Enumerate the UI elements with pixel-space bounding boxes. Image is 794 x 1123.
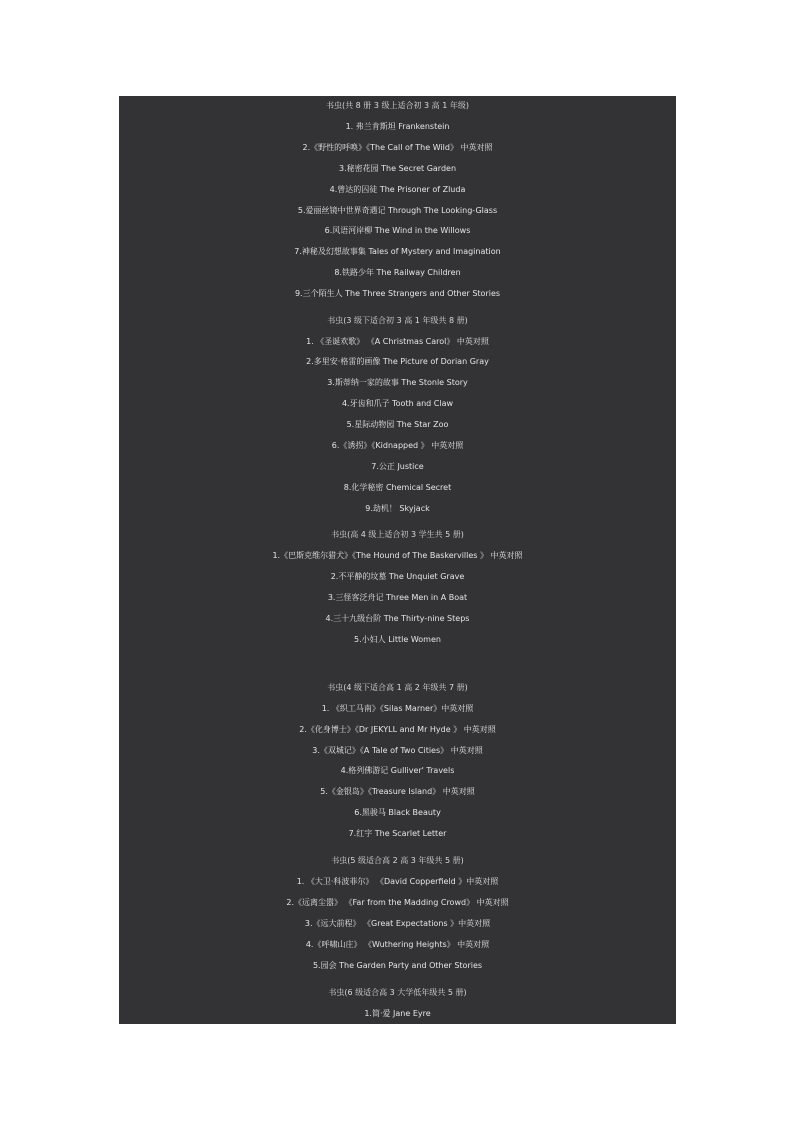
book-item: 2.《化身博士》《Dr JEKYLL and Mr Hyde 》 中英对照 [299, 725, 496, 734]
book-item: 2.多里安·格雷的画像 The Picture of Dorian Gray [306, 357, 489, 366]
book-item: 6.黑骏马 Black Beauty [354, 808, 441, 817]
book-item: 2.不平静的坟墓 The Unquiet Grave [330, 572, 465, 581]
section-heading: 书虫(4 级下适合高 1 高 2 年级共 7 册) [327, 683, 468, 692]
book-item: 8.化学秘密 Chemical Secret [343, 483, 452, 492]
book-item: 2.《远离尘嚣》 《Far from the Madding Crowd》 中英对照 [286, 898, 509, 907]
book-item: 4.《呼啸山庄》 《Wuthering Heights》 中英对照 [305, 940, 490, 949]
book-item: 2.《野性的呼唤》《The Call of The Wild》 中英对照 [302, 143, 493, 152]
book-item: 4.格列佛游记 Gulliver' Travels [340, 766, 455, 775]
book-item: 4.曾达的囚徒 The Prisoner of Zluda [329, 185, 466, 194]
book-item: 1. 《织工马南》《Silas Marner》中英对照 [321, 704, 474, 713]
book-item: 5.爱丽丝镜中世界奇遇记 Through The Looking-Glass [297, 206, 498, 215]
book-item: 9.劫机！ Skyjack [365, 504, 430, 513]
book-item: 1. 弗兰肯斯坦 Frankenstein [345, 122, 450, 131]
book-item: 4.牙齿和爪子 Tooth and Claw [341, 399, 454, 408]
book-item: 3.《双城记》《A Tale of Two Cities》 中英对照 [312, 746, 483, 755]
book-item: 9.三个陌生人 The Three Strangers and Other Stories [294, 289, 501, 298]
section-heading: 书虫(3 级下适合初 3 高 1 年级共 8 册) [327, 316, 468, 325]
book-item: 1. 《大卫·科波菲尔》 《David Copperfield 》中英对照 [296, 877, 499, 886]
book-item: 5.《金银岛》《Treasure Island》 中英对照 [320, 787, 475, 796]
section-heading: 书虫(6 级适合高 3 大学低年级共 5 册) [328, 988, 467, 997]
section-heading: 书虫(共 8 册 3 级上适合初 3 高 1 年级) [326, 101, 469, 110]
book-item: 7.公正 Justice [371, 462, 424, 471]
book-item: 3.斯蒂纳一家的故事 The Stonle Story [327, 378, 468, 387]
book-item: 5.小妇人 Little Women [354, 635, 441, 644]
book-item: 1. 《圣诞欢歌》 《A Christmas Carol》 中英对照 [306, 337, 489, 346]
book-list-panel [119, 96, 676, 1024]
book-item: 5.星际动物园 The Star Zoo [346, 420, 449, 429]
book-item: 1.简·爱 Jane Eyre [364, 1009, 431, 1018]
book-item: 3.秘密花园 The Secret Garden [338, 164, 457, 173]
book-item: 4.三十九级台阶 The Thirty-nine Steps [325, 614, 470, 623]
section-heading: 书虫(5 级适合高 2 高 3 年级共 5 册) [331, 856, 464, 865]
book-item: 6.风语河岸柳 The Wind in the Willows [324, 226, 471, 235]
book-item: 3.《远大前程》 《Great Expectations 》中英对照 [304, 919, 491, 928]
section-heading: 书虫(高 4 级上适合初 3 学生共 5 册) [331, 530, 464, 539]
book-item: 1.《巴斯克维尔猎犬》《The Hound of The Baskervilles 》 中英对照 [272, 551, 523, 560]
book-item: 7.红字 The Scarlet Letter [348, 829, 447, 838]
book-item: 3.三怪客泛舟记 Three Men in A Boat [327, 593, 468, 602]
book-item: 8.铁路少年 The Railway Children [334, 268, 461, 277]
book-item: 7.神秘及幻想故事集 Tales of Mystery and Imagination [294, 247, 501, 256]
book-item: 5.园会 The Garden Party and Other Stories [312, 961, 483, 970]
book-item: 6.《诱拐》《Kidnapped 》 中英对照 [331, 441, 464, 450]
